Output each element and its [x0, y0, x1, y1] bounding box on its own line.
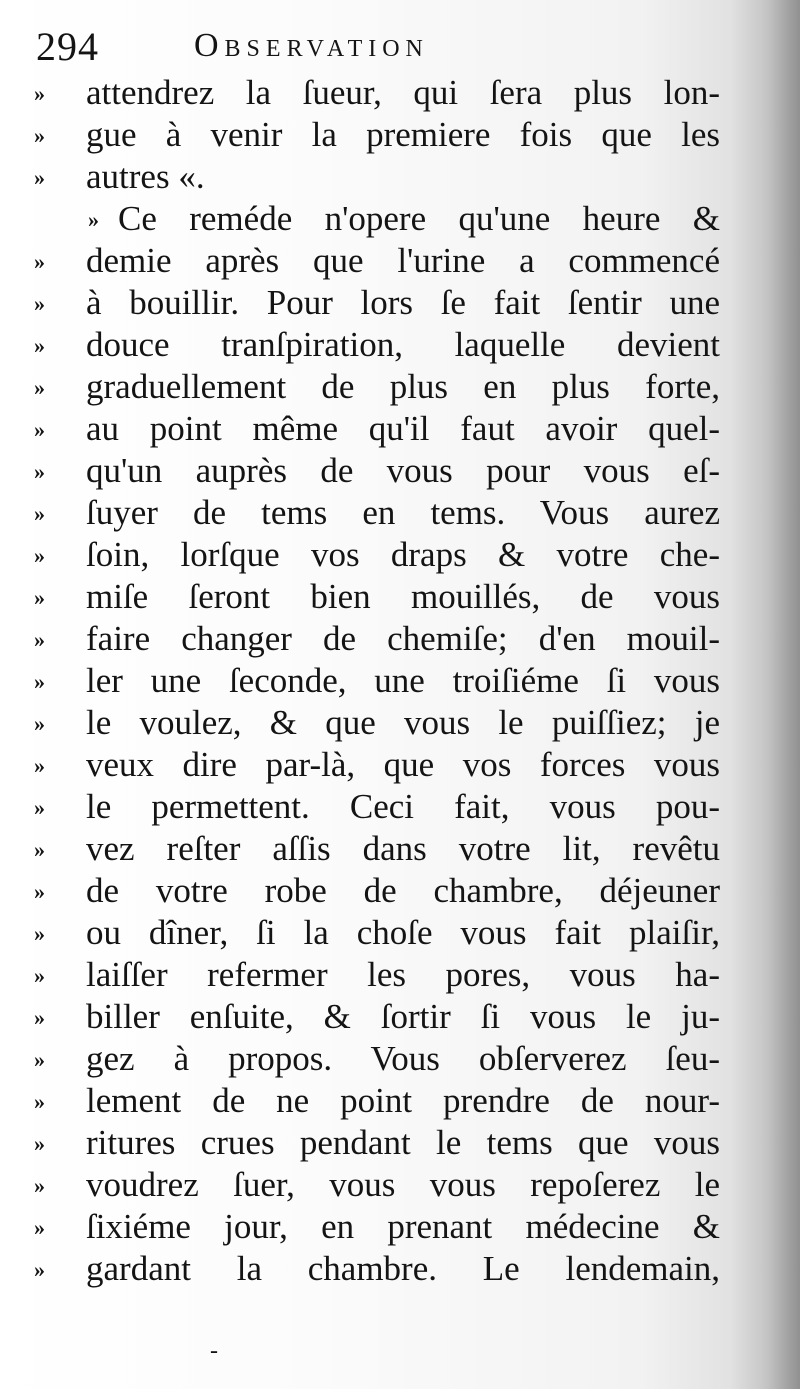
footer-mark: - — [210, 1338, 218, 1364]
line-text: faire changer de chemiſe; d'en mouil- — [86, 619, 720, 658]
text-line — [34, 450, 724, 492]
line-text: à bouillir. Pour lors ſe fait ſentir une — [86, 283, 720, 322]
text-line — [34, 912, 724, 954]
text-line — [34, 72, 724, 114]
body-text — [34, 72, 724, 1290]
guillemet-mark: » — [34, 879, 45, 904]
page-gutter-shadow — [730, 0, 800, 1389]
line-text: au point même qu'il faut avoir quel- — [86, 409, 720, 448]
text-line — [34, 198, 724, 240]
text-line — [34, 744, 724, 786]
text-line — [34, 282, 724, 324]
guillemet-mark: » — [34, 921, 45, 946]
guillemet-mark: » — [34, 543, 45, 568]
guillemet-mark: » — [34, 1173, 45, 1198]
guillemet-mark: » — [34, 291, 45, 316]
line-text: attendrez la ſueur, qui ſera plus lon- — [86, 73, 720, 112]
line-text: gue à venir la premiere fois que les — [86, 115, 720, 154]
line-text: miſe ſeront bien mouillés, de vous — [86, 577, 720, 616]
guillemet-mark: » — [34, 1089, 45, 1114]
guillemet-mark: » — [34, 249, 45, 274]
guillemet-mark: » — [34, 1047, 45, 1072]
text-line — [34, 408, 724, 450]
guillemet-mark: » — [34, 1215, 45, 1240]
text-line — [34, 1080, 724, 1122]
guillemet-mark: » — [34, 1005, 45, 1030]
text-line — [34, 954, 724, 996]
text-line — [34, 702, 724, 744]
guillemet-mark: » — [34, 417, 45, 442]
guillemet-mark: » — [34, 837, 45, 862]
guillemet-mark: » — [34, 81, 45, 106]
text-line — [34, 660, 724, 702]
line-text: lement de ne point prendre de nour- — [86, 1081, 720, 1120]
guillemet-mark: » — [34, 375, 45, 400]
line-text: biller enſuite, & ſortir ſi vous le ju- — [86, 997, 720, 1036]
line-text: de votre robe de chambre, déjeuner — [86, 871, 720, 910]
line-text: le permettent. Ceci fait, vous pou- — [86, 787, 720, 826]
running-title: Observation — [194, 27, 429, 64]
guillemet-mark: » — [34, 711, 45, 736]
text-line — [34, 114, 724, 156]
line-text: laiſſer refermer les pores, vous ha- — [86, 955, 720, 994]
text-line — [34, 156, 724, 198]
line-text: vez reſter aſſis dans votre lit, revêtu — [86, 829, 720, 868]
text-line — [34, 1122, 724, 1164]
line-text: gez à propos. Vous obſerverez ſeu- — [86, 1039, 720, 1078]
text-line — [34, 492, 724, 534]
line-text: ſoin, lorſque vos draps & votre che- — [86, 535, 720, 574]
page-header — [36, 20, 736, 70]
line-text: qu'un auprès de vous pour vous eſ- — [86, 451, 720, 490]
text-line — [34, 576, 724, 618]
guillemet-mark: » — [34, 501, 45, 526]
guillemet-mark: » — [34, 963, 45, 988]
line-text: veux dire par-là, que vos forces vous — [86, 745, 720, 784]
text-line — [34, 240, 724, 282]
line-text: demie après que l'urine a commencé — [86, 241, 720, 280]
text-line — [34, 534, 724, 576]
line-text: Ce reméde n'opere qu'une heure & — [118, 199, 720, 238]
guillemet-mark: » — [34, 333, 45, 358]
text-line — [34, 366, 724, 408]
page-number: 294 — [36, 24, 99, 69]
line-text: ou dîner, ſi la choſe vous fait plaiſir, — [86, 913, 720, 952]
guillemet-mark: » — [34, 795, 45, 820]
line-text: douce tranſpiration, laquelle devient — [86, 325, 720, 364]
text-line — [34, 828, 724, 870]
line-text: voudrez ſuer, vous vous repoſerez le — [86, 1165, 720, 1204]
guillemet-mark: » — [34, 585, 45, 610]
guillemet-mark: » — [34, 123, 45, 148]
guillemet-mark: » — [34, 459, 45, 484]
line-text: gardant la chambre. Le lendemain, — [86, 1249, 720, 1288]
text-line — [34, 1248, 724, 1290]
text-line — [34, 996, 724, 1038]
text-line — [34, 324, 724, 366]
guillemet-mark: » — [34, 1131, 45, 1156]
line-text: ſuyer de tems en tems. Vous aurez — [86, 493, 720, 532]
guillemet-mark: » — [34, 1257, 45, 1282]
text-line — [34, 1206, 724, 1248]
guillemet-mark: » — [34, 753, 45, 778]
text-line — [34, 618, 724, 660]
line-text: graduellement de plus en plus forte, — [86, 367, 720, 406]
text-line — [34, 1038, 724, 1080]
line-text: le voulez, & que vous le puiſſiez; je — [86, 703, 720, 742]
line-text: ler une ſeconde, une troiſiéme ſi vous — [86, 661, 720, 700]
line-text: autres «. — [86, 157, 205, 196]
text-line — [34, 870, 724, 912]
guillemet-mark: » — [34, 627, 45, 652]
line-text: ſixiéme jour, en prenant médecine & — [86, 1207, 720, 1246]
guillemet-mark: » — [34, 669, 45, 694]
line-text: ritures crues pendant le tems que vous — [86, 1123, 720, 1162]
text-line — [34, 1164, 724, 1206]
guillemet-mark: » — [34, 165, 45, 190]
text-line — [34, 786, 724, 828]
guillemet-mark: » — [88, 207, 99, 232]
